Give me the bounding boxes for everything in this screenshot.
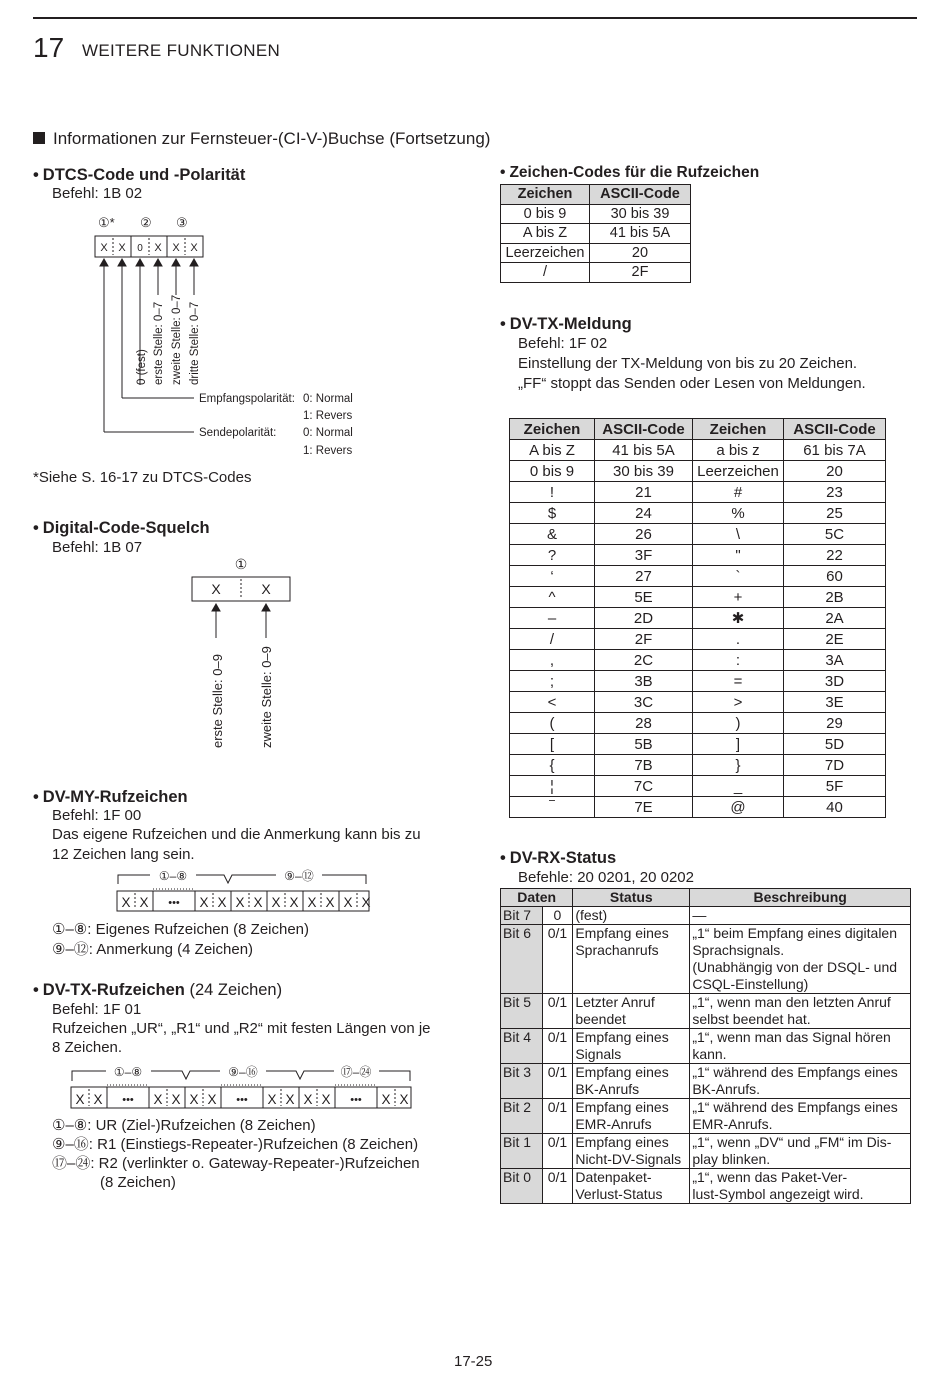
table-cell: & [510, 524, 595, 545]
table-cell: [ [510, 734, 595, 755]
dv-tx-call-legend-4: (8 Zeichen) [100, 1174, 176, 1191]
table-row [510, 503, 886, 524]
dv-tx-call-range-9-16: ⑨–⑯ [228, 1065, 258, 1079]
dcs-title [33, 518, 210, 538]
dcs-cell: X [261, 581, 271, 597]
column-header: Zeichen [693, 419, 784, 440]
table-cell: 60 [784, 566, 886, 587]
callsign-cell: X [321, 1092, 331, 1107]
dv-rx-status-title [500, 848, 616, 868]
table-cell: $ [510, 503, 595, 524]
callsign-cell: X [253, 895, 263, 910]
table-cell: Empfang eines Sprachanrufs [573, 925, 690, 994]
table-cell: \ [693, 524, 784, 545]
table-header-row [501, 185, 691, 205]
chapter-number: 17 [33, 32, 65, 63]
table-cell: Empfang eines EMR-Anrufs [573, 1099, 690, 1134]
callsign-cell: X [121, 895, 131, 910]
callsign-cell: X [325, 895, 335, 910]
ellipsis-dots: ••• [122, 1094, 134, 1106]
bullet-icon: • [33, 519, 39, 537]
table-cell: 3C [595, 692, 693, 713]
table-cell: 0/1 [542, 994, 573, 1029]
callsign-codes-title [500, 163, 759, 183]
callsign-cell: X [75, 1092, 85, 1107]
table-cell: / [501, 263, 590, 283]
callsign-cell: X [361, 895, 371, 910]
table-row [510, 671, 886, 692]
table-cell: (fest) [573, 907, 690, 925]
dtcs-marker-3: ③ [176, 215, 188, 230]
dv-tx-call-title-text: DV-TX-Rufzeichen [42, 981, 185, 999]
dtcs-receive-polarity-label: Empfangspolarität: [199, 393, 295, 405]
table-cell: 3A [784, 650, 886, 671]
table-cell: — [690, 907, 911, 925]
square-bullet-icon [33, 132, 45, 144]
dv-tx-msg-title [500, 314, 632, 334]
dtcs-cell: X [190, 242, 198, 254]
column-header: Status [573, 889, 690, 907]
dv-my-diagram [112, 864, 374, 914]
table-row [501, 1099, 911, 1134]
dv-tx-call-command: Befehl: 1F 01 [52, 1001, 142, 1018]
table-row [501, 1169, 911, 1204]
callsign-cell: X [199, 895, 209, 910]
ellipsis-dots: ••• [236, 1094, 248, 1106]
table-header-row [510, 419, 886, 440]
callsign-cell: X [93, 1092, 103, 1107]
callsign-cell: X [171, 1092, 181, 1107]
dv-rx-status-table [500, 888, 911, 1204]
table-row [510, 608, 886, 629]
table-cell: 29 [784, 713, 886, 734]
dtcs-send-option-normal: 0: Normal [303, 427, 353, 439]
column-header: ASCII-Code [595, 419, 693, 440]
column-header: Beschreibung [690, 889, 911, 907]
callsign-cell: X [207, 1092, 217, 1107]
table-cell: 0 [542, 907, 573, 925]
dv-tx-call-title-suffix: (24 Zeichen) [184, 981, 283, 999]
table-header-row [501, 889, 911, 907]
table-cell: „1“, wenn man das Signal hören kann. [690, 1029, 911, 1064]
table-cell: 28 [595, 713, 693, 734]
table-cell: 7E [595, 797, 693, 818]
table-cell: _ [693, 776, 784, 797]
table-cell: 20 [590, 243, 691, 263]
dv-tx-call-range-1-8: ①–⑧ [113, 1065, 143, 1079]
table-cell: 21 [595, 482, 693, 503]
table-cell: Bit 0 [501, 1169, 543, 1204]
table-cell: # [693, 482, 784, 503]
dcs-diagram [185, 552, 305, 757]
callsign-cell: X [271, 895, 281, 910]
table-cell: Empfang eines BK-Anrufs [573, 1064, 690, 1099]
table-cell: 7B [595, 755, 693, 776]
dcs-vertical-label-digit2: zweite Stelle: 0–9 [259, 646, 274, 748]
table-cell: „1“, wenn „DV“ und „FM“ im Dis- play blinken. [690, 1134, 911, 1169]
callsign-cell: X [153, 1092, 163, 1107]
table-cell: 23 [784, 482, 886, 503]
table-cell: ; [510, 671, 595, 692]
callsign-cell: X [381, 1092, 391, 1107]
dv-tx-call-description-line1: Rufzeichen „UR“, „R1“ und „R2“ mit festen Längen von je [52, 1020, 431, 1037]
dtcs-title-text: DTCS-Code und -Polarität [42, 166, 246, 184]
dv-my-title-text: DV-MY-Rufzeichen [42, 788, 188, 806]
table-cell: + [693, 587, 784, 608]
table-row [501, 1134, 911, 1169]
dtcs-send-option-reverse: 1: Revers [303, 445, 353, 457]
table-cell: 0 bis 9 [501, 204, 590, 224]
table-cell: 41 bis 5A [590, 224, 691, 244]
dv-tx-call-title [33, 980, 282, 1000]
dtcs-arrows [100, 259, 198, 432]
table-cell: 0/1 [542, 1169, 573, 1204]
dcs-marker: ① [234, 556, 248, 572]
dv-my-description-line2: 12 Zeichen lang sein. [52, 846, 195, 863]
table-cell: 2E [784, 629, 886, 650]
table-cell: Leerzeichen [693, 461, 784, 482]
dv-tx-call-legend-1: ①–⑧: UR (Ziel-)Rufzeichen (8 Zeichen) [52, 1117, 316, 1134]
dtcs-receive-option-normal: 0: Normal [303, 393, 353, 405]
table-row [510, 755, 886, 776]
table-cell: 5F [784, 776, 886, 797]
table-cell: 2D [595, 608, 693, 629]
table-cell: ‾ [510, 797, 595, 818]
bullet-icon: • [33, 981, 39, 999]
table-cell: Datenpaket- Verlust-Status [573, 1169, 690, 1204]
table-cell: 3B [595, 671, 693, 692]
callsign-cell: X [139, 895, 149, 910]
table-cell: = [693, 671, 784, 692]
section-heading-text: Informationen zur Fernsteuer-(CI-V-)Buchse (Fortsetzung) [53, 129, 491, 148]
table-row [501, 1064, 911, 1099]
column-header: Daten [501, 889, 573, 907]
dv-tx-call-legend-2: ⑨–⑯: R1 (Einstiegs-Repeater-)Rufzeichen (8 Zeichen) [52, 1136, 419, 1153]
table-cell: 24 [595, 503, 693, 524]
dv-tx-msg-title-text: DV-TX-Meldung [509, 315, 632, 333]
dcs-vertical-label-digit1: erste Stelle: 0–9 [210, 654, 225, 748]
table-cell: 3D [784, 671, 886, 692]
column-header: ASCII-Code [590, 185, 691, 205]
table-cell: A bis Z [510, 440, 595, 461]
dv-my-description-line1: Das eigene Rufzeichen und die Anmerkung kann bis zu [52, 826, 421, 843]
table-row [501, 204, 691, 224]
table-cell: „1“, wenn das Paket-Ver- lust-Symbol angezeigt wird. [690, 1169, 911, 1204]
table-row [510, 587, 886, 608]
table-row [510, 482, 886, 503]
table-cell: : [693, 650, 784, 671]
dv-tx-call-cells [75, 1085, 408, 1108]
table-row [510, 566, 886, 587]
table-cell: 7C [595, 776, 693, 797]
table-cell: 2F [590, 263, 691, 283]
table-cell: 61 bis 7A [784, 440, 886, 461]
dv-rx-status-command: Befehle: 20 0201, 20 0202 [518, 869, 694, 886]
dtcs-cell: X [154, 242, 162, 254]
table-cell: 41 bis 5A [595, 440, 693, 461]
dtcs-command: Befehl: 1B 02 [52, 185, 143, 202]
section-heading [33, 128, 490, 150]
table-cell: 2A [784, 608, 886, 629]
callsign-codes-title-text: Zeichen-Codes für die Rufzeichen [509, 164, 760, 181]
table-row [501, 224, 691, 244]
table-cell: ] [693, 734, 784, 755]
table-cell: a bis z [693, 440, 784, 461]
table-cell: ✱ [693, 608, 784, 629]
dtcs-cell: X [172, 242, 180, 254]
table-cell: 0/1 [542, 1029, 573, 1064]
table-row [510, 776, 886, 797]
dv-my-legend-1: ①–⑧: Eigenes Rufzeichen (8 Zeichen) [52, 921, 310, 938]
dv-tx-msg-table [509, 418, 886, 818]
page-number: 17-25 [454, 1353, 493, 1370]
table-cell: Bit 6 [501, 925, 543, 994]
dcs-cell: X [211, 581, 221, 597]
column-header: Zeichen [510, 419, 595, 440]
table-row [510, 440, 886, 461]
table-cell: > [693, 692, 784, 713]
dcs-title-text: Digital-Code-Squelch [42, 519, 210, 537]
table-row [510, 545, 886, 566]
table-cell: 0/1 [542, 1099, 573, 1134]
callsign-cell: X [307, 895, 317, 910]
table-cell: 2C [595, 650, 693, 671]
table-cell: A bis Z [501, 224, 590, 244]
table-cell: 2B [784, 587, 886, 608]
table-cell: < [510, 692, 595, 713]
table-cell: 5D [784, 734, 886, 755]
bullet-icon: • [500, 315, 506, 333]
dv-my-command: Befehl: 1F 00 [52, 807, 142, 824]
dv-tx-call-range-17-24: ⑰–㉔ [340, 1065, 372, 1079]
table-cell: ) [693, 713, 784, 734]
dtcs-vertical-label-digit1: erste Stelle: 0–7 [153, 301, 165, 385]
table-cell: Letzter Anruf beendet [573, 994, 690, 1029]
table-cell: 22 [784, 545, 886, 566]
table-cell: ? [510, 545, 595, 566]
table-cell: 0/1 [542, 925, 573, 994]
dv-my-title [33, 787, 188, 807]
table-cell: 3F [595, 545, 693, 566]
table-row [510, 650, 886, 671]
table-cell: } [693, 755, 784, 776]
dtcs-cell: X [100, 242, 108, 254]
table-cell: „1“ während des Empfangs eines EMR-Anrufs. [690, 1099, 911, 1134]
callsign-cell: X [303, 1092, 313, 1107]
table-row [501, 1029, 911, 1064]
dv-tx-call-legend-3: ⑰–㉔: R2 (verlinkter o. Gateway-Repeater-)Rufzeichen [52, 1155, 420, 1172]
dtcs-cell: X [118, 242, 126, 254]
dtcs-receive-option-reverse: 1: Revers [303, 410, 353, 422]
table-cell: Leerzeichen [501, 243, 590, 263]
table-row [501, 243, 691, 263]
table-cell: " [693, 545, 784, 566]
table-cell: @ [693, 797, 784, 818]
column-header: Zeichen [501, 185, 590, 205]
table-cell: ^ [510, 587, 595, 608]
table-cell: , [510, 650, 595, 671]
dcs-command: Befehl: 1B 07 [52, 539, 143, 556]
table-cell: . [693, 629, 784, 650]
table-cell: 3E [784, 692, 886, 713]
dv-tx-call-description-line2: 8 Zeichen. [52, 1039, 123, 1056]
table-cell: 0 bis 9 [510, 461, 595, 482]
table-cell: „1“ beim Empfang eines digitalen Sprachsignals. (Unabhängig von der DSQL- und CSQL-Einstellung) [690, 925, 911, 994]
callsign-cell: X [343, 895, 353, 910]
header-rule [33, 17, 917, 19]
table-row [510, 692, 886, 713]
table-row [510, 713, 886, 734]
bullet-icon: • [500, 849, 506, 867]
dv-my-legend-2: ⑨–⑫: Anmerkung (4 Zeichen) [52, 941, 254, 958]
table-cell: ` [693, 566, 784, 587]
dtcs-vertical-label-digit3: dritte Stelle: 0–7 [189, 301, 201, 385]
table-row [501, 925, 911, 994]
ellipsis-dots: ••• [350, 1094, 362, 1106]
dtcs-marker-2: ② [140, 215, 152, 230]
table-cell: 30 bis 39 [595, 461, 693, 482]
table-cell: 0/1 [542, 1134, 573, 1169]
table-row [510, 524, 886, 545]
dv-my-cells [121, 889, 370, 911]
table-cell: 5E [595, 587, 693, 608]
dtcs-marker-1: ①* [98, 215, 115, 230]
callsign-cell: X [267, 1092, 277, 1107]
table-cell: Empfang eines Nicht-DV-Signals [573, 1134, 690, 1169]
table-row [510, 629, 886, 650]
table-cell: 5C [784, 524, 886, 545]
table-cell: 26 [595, 524, 693, 545]
table-cell: 40 [784, 797, 886, 818]
dv-tx-msg-command: Befehl: 1F 02 [518, 335, 608, 352]
dtcs-diagram [90, 210, 370, 465]
table-cell: Bit 2 [501, 1099, 543, 1134]
table-cell: 2F [595, 629, 693, 650]
table-cell: Bit 5 [501, 994, 543, 1029]
callsign-cell: X [217, 895, 227, 910]
table-cell: „1“, wenn man den letzten Anruf selbst beendet hat. [690, 994, 911, 1029]
callsign-cell: X [189, 1092, 199, 1107]
table-cell: / [510, 629, 595, 650]
table-cell: Bit 4 [501, 1029, 543, 1064]
dv-my-range-9-12: ⑨–⑫ [284, 869, 314, 883]
bullet-icon: • [33, 788, 39, 806]
callsign-cell: X [285, 1092, 295, 1107]
table-cell: Empfang eines Signals [573, 1029, 690, 1064]
dv-my-range-1-8: ①–⑧ [158, 869, 188, 883]
dv-tx-call-diagram [68, 1059, 418, 1111]
table-cell: 0/1 [542, 1064, 573, 1099]
dv-rx-status-title-text: DV-RX-Status [509, 849, 617, 867]
table-cell: ¦ [510, 776, 595, 797]
dtcs-send-polarity-label: Sendepolarität: [199, 427, 277, 439]
table-cell: 27 [595, 566, 693, 587]
table-cell: 20 [784, 461, 886, 482]
dtcs-footnote: *Siehe S. 16-17 zu DTCS-Codes [33, 469, 252, 486]
dtcs-vertical-label-fixed: 0 (fest) [136, 349, 148, 385]
table-cell: 25 [784, 503, 886, 524]
dcs-arrows [212, 604, 270, 638]
table-cell: 5B [595, 734, 693, 755]
table-row [501, 907, 911, 925]
bullet-icon: • [33, 166, 39, 184]
table-cell: ! [510, 482, 595, 503]
table-cell: „1“ während des Empfangs eines BK-Anrufs. [690, 1064, 911, 1099]
table-cell: ‘ [510, 566, 595, 587]
dtcs-title [33, 165, 245, 185]
dv-tx-msg-description-line1: Einstellung der TX-Meldung von bis zu 20 Zeichen. [518, 355, 858, 372]
dtcs-vertical-label-digit2: zweite Stelle: 0–7 [171, 294, 183, 385]
table-cell: { [510, 755, 595, 776]
table-cell: ( [510, 713, 595, 734]
bullet-icon: • [500, 164, 506, 181]
table-cell: % [693, 503, 784, 524]
dtcs-cell: 0 [137, 243, 143, 254]
dv-my-brackets [118, 875, 366, 884]
callsign-cell: X [399, 1092, 409, 1107]
table-row [510, 734, 886, 755]
callsign-cell: X [235, 895, 245, 910]
table-row [510, 797, 886, 818]
table-row [501, 263, 691, 283]
table-cell: 30 bis 39 [590, 204, 691, 224]
table-cell: Bit 7 [501, 907, 543, 925]
ellipsis-dots: ••• [168, 897, 180, 909]
dv-tx-msg-description-line2: „FF“ stoppt das Senden oder Lesen von Meldungen. [518, 375, 866, 392]
table-row [501, 994, 911, 1029]
callsign-codes-table [500, 184, 691, 283]
table-cell: 7D [784, 755, 886, 776]
table-cell: Bit 1 [501, 1134, 543, 1169]
table-cell: – [510, 608, 595, 629]
table-row [510, 461, 886, 482]
table-cell: Bit 3 [501, 1064, 543, 1099]
callsign-cell: X [289, 895, 299, 910]
column-header: ASCII-Code [784, 419, 886, 440]
chapter-title: WEITERE FUNKTIONEN [82, 41, 281, 60]
